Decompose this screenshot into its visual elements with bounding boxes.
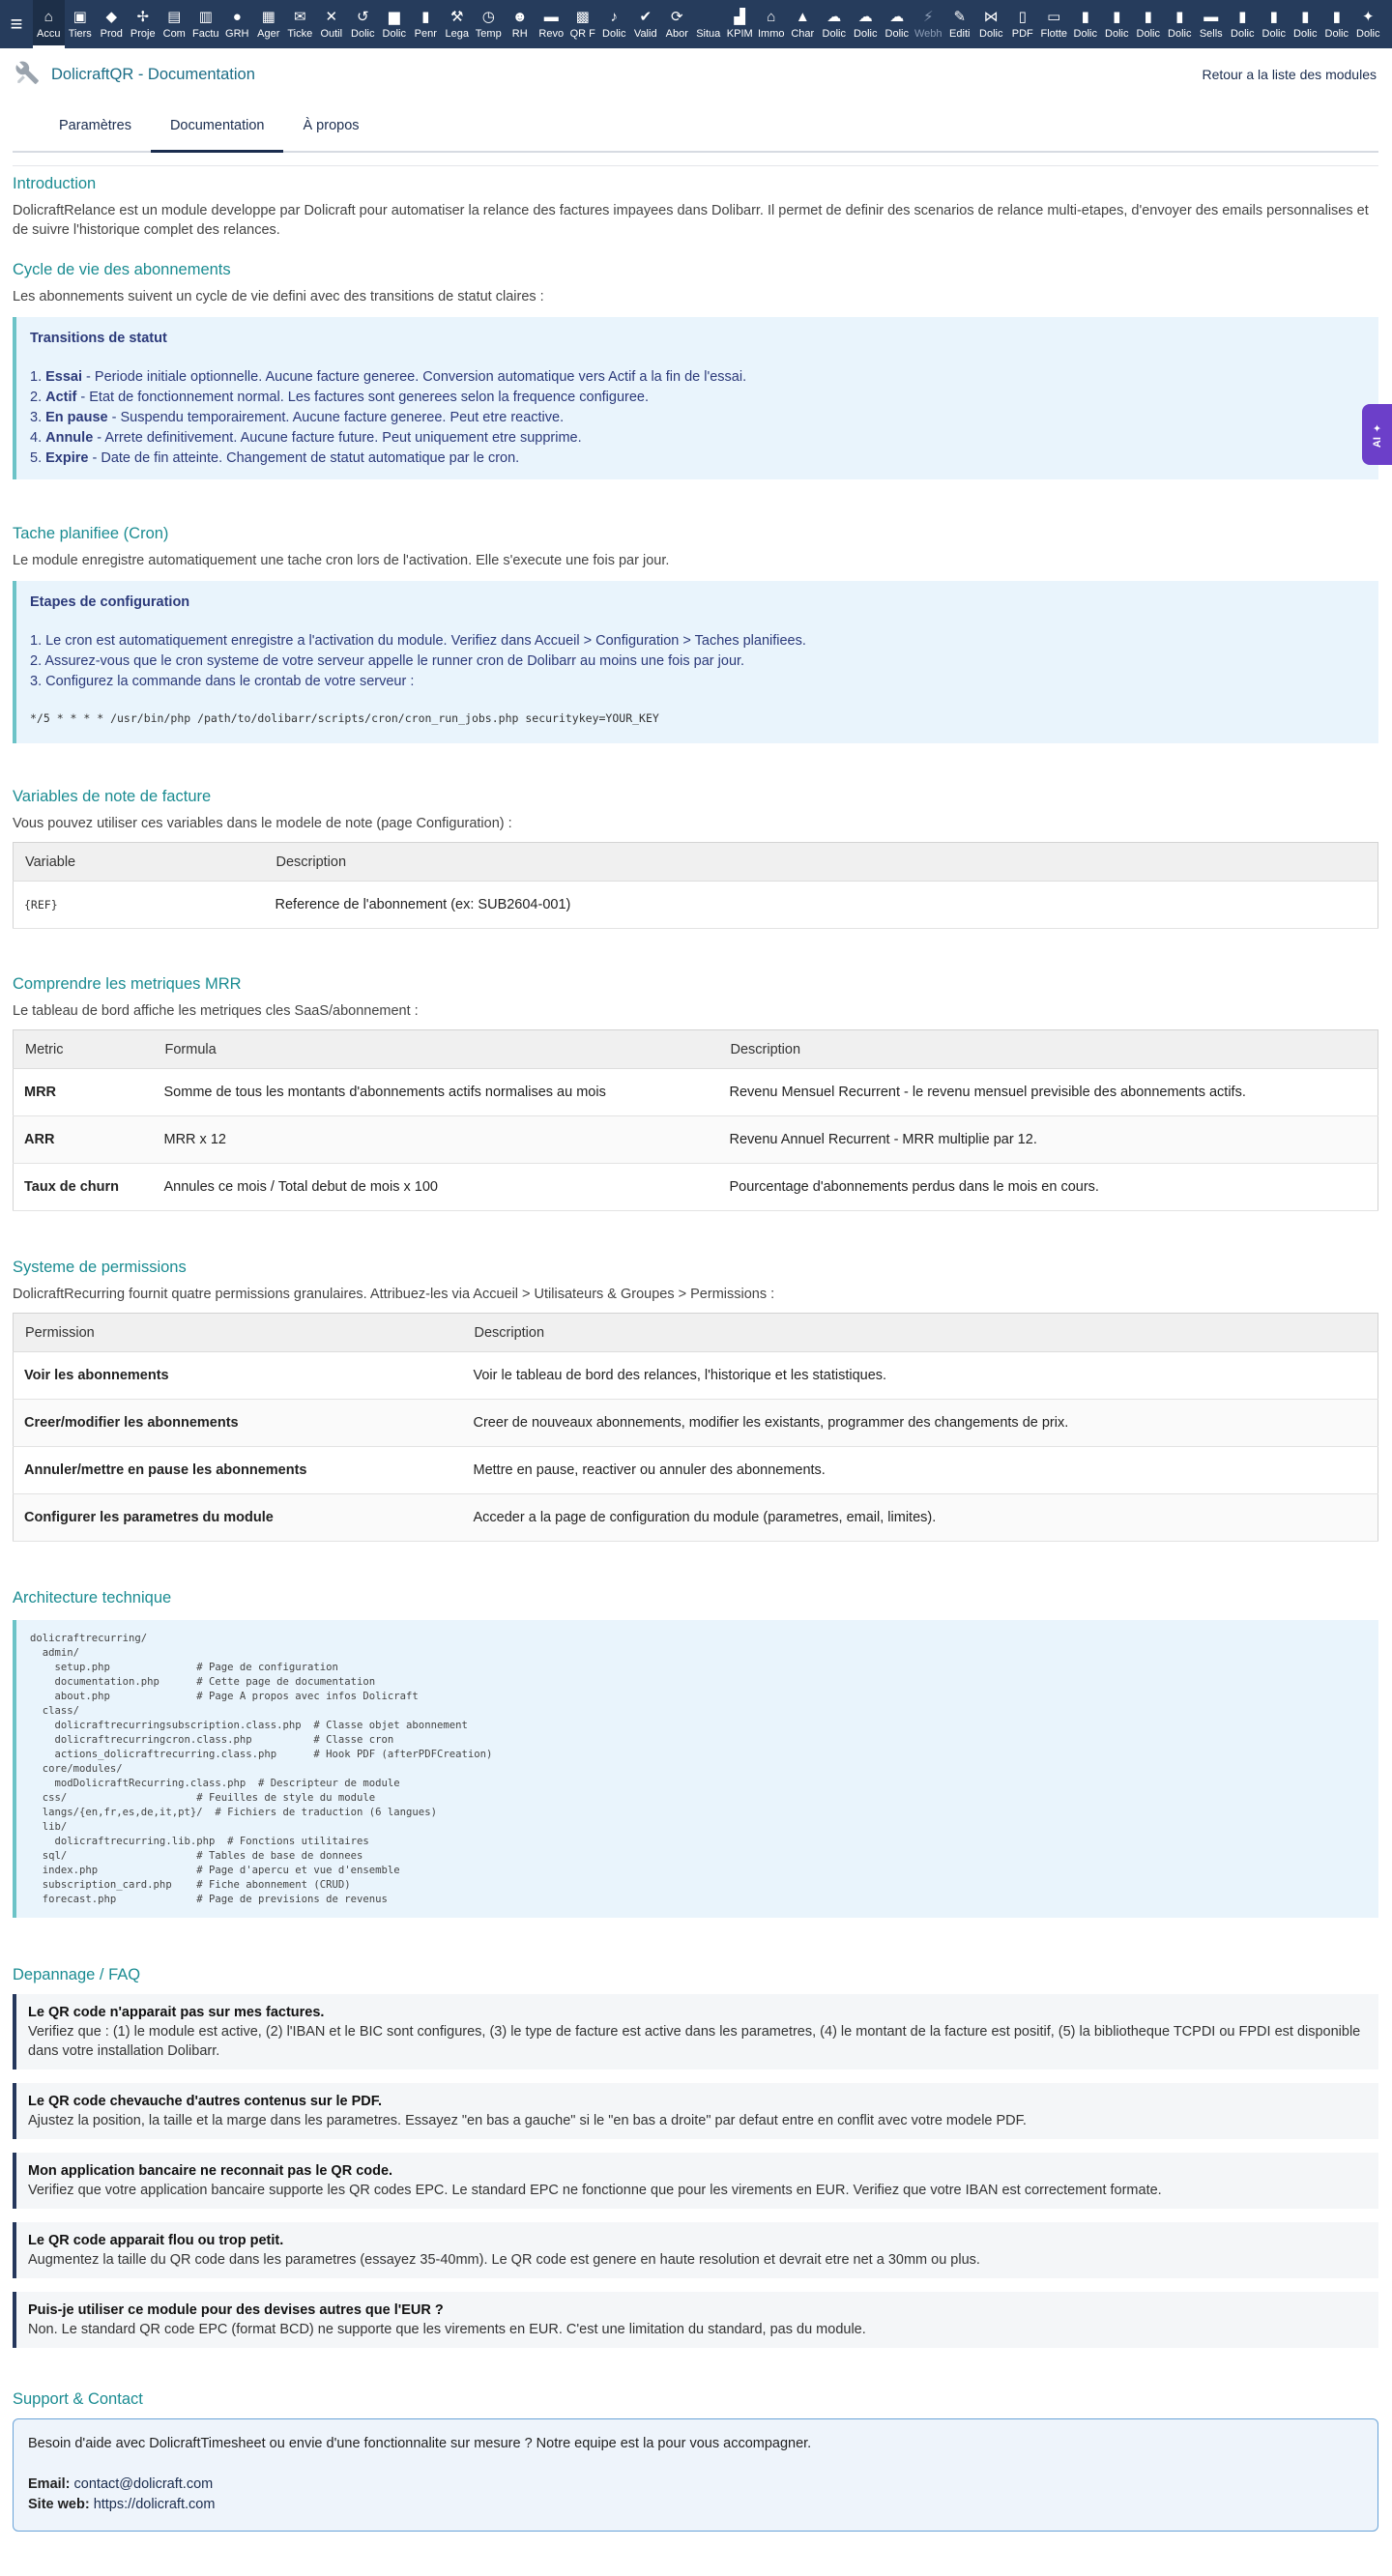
menu-item-situa[interactable] (693, 0, 725, 48)
menu-item-label: Valid (633, 28, 657, 40)
faq-answer: Non. Le standard QR code EPC (format BCD) ne supporte que les virements en EUR. C'est une limitation du standard, pas du module. (28, 2322, 866, 2337)
hamburger-menu-icon[interactable]: ≡ (10, 12, 23, 36)
menu-item-ticke[interactable] (284, 0, 316, 48)
status-term: Actif (45, 390, 77, 405)
section-introduction (13, 175, 1378, 240)
edit-icon: ✎ (953, 8, 967, 25)
transition-item (30, 408, 1365, 428)
menu-item-qr-f[interactable] (567, 0, 599, 48)
tab-parametres[interactable]: Paramètres (59, 118, 131, 133)
metric-cell: MRR (14, 1069, 154, 1116)
site-label: Site web: (28, 2497, 90, 2512)
menu-item-label: Tiers (68, 28, 92, 40)
menu-item-label: Dolic (1293, 28, 1318, 40)
menu-item-label: Ticke (287, 28, 313, 40)
tab-divider (13, 164, 1378, 166)
section-mrr (13, 975, 1378, 1211)
lifecycle-text: Les abonnements suivent un cycle de vie defini avec des transitions de statut claires : (13, 289, 544, 304)
file-icon: ▮ (421, 8, 430, 25)
box-title: Transitions de statut (30, 331, 167, 346)
users-icon: ☻ (511, 8, 528, 25)
column-header: Description (265, 843, 1378, 882)
wrench-icon: ✕ (325, 8, 338, 25)
menu-item-label: Editi (949, 28, 971, 40)
clock-icon: ◷ (481, 8, 495, 25)
transition-item (30, 428, 1365, 449)
bank-icon: ▥ (198, 8, 213, 25)
cron-steps-box (13, 581, 1378, 743)
section-title: Architecture technique (13, 1589, 172, 1606)
menu-item-label: Abor (665, 28, 688, 40)
item-number: 5. (30, 450, 43, 466)
permission-cell: Voir les abonnements (14, 1352, 463, 1400)
table-row (14, 1494, 1378, 1542)
title-bar (13, 48, 1378, 101)
menu-item-temp[interactable] (473, 0, 505, 48)
menu-item-com[interactable] (159, 0, 190, 48)
status-term: En pause (45, 410, 108, 425)
column-header: Metric (14, 1030, 154, 1069)
menu-item-dolic[interactable] (1290, 0, 1321, 48)
section-title: Variables de note de facture (13, 788, 212, 805)
faq-answer: Verifiez que votre application bancaire supporte les QR codes EPC. Le standard EPC ne fonctionne que pour les virements en EUR. Verifiez que votre IBAN est correctement formate. (28, 2183, 1162, 2198)
menu-item-label: Revo (538, 28, 565, 40)
faq-item (13, 2292, 1378, 2348)
formula-cell: Somme de tous les montants d'abonnements actifs normalises au mois (154, 1069, 719, 1116)
column-header: Variable (14, 843, 265, 882)
faq-item (13, 2222, 1378, 2278)
mrr-text: Le tableau de bord affiche les metriques cles SaaS/abonnement : (13, 1003, 419, 1019)
menu-item-label: GRH (225, 28, 249, 40)
section-variables (13, 788, 1378, 929)
menu-item-label: Accu (37, 28, 61, 40)
menu-item-immo[interactable] (756, 0, 788, 48)
metric-cell: ARR (14, 1116, 154, 1164)
cloud-download-icon: ☁ (889, 8, 905, 25)
menu-item-label: Lega (445, 28, 469, 40)
description-cell: Voir le tableau de bord des relances, l'historique et les statistiques. (463, 1352, 1378, 1400)
section-title: Support & Contact (13, 2390, 143, 2408)
home-icon: ⌂ (44, 8, 53, 25)
section-cron (13, 525, 1378, 743)
website-link[interactable]: https://dolicraft.com (93, 2497, 216, 2512)
note-icon: ▮ (1113, 8, 1121, 25)
faq-item (13, 2083, 1378, 2139)
menu-item-label: Dolic (1324, 28, 1348, 40)
blank-icon (699, 8, 718, 25)
description-cell: Mettre en pause, reactiver ou annuler des abonnements. (463, 1447, 1378, 1494)
cron-step: 2. Assurez-vous que le cron systeme de votre serveur appelle le runner cron de Dolibarr au moins une fois par jour. (30, 653, 745, 669)
table-row (14, 1352, 1378, 1400)
item-number: 4. (30, 430, 43, 446)
table-row (14, 1164, 1378, 1211)
menu-item-label: Char (791, 28, 815, 40)
menu-item-label: Penr (414, 28, 437, 40)
cron-step: 1. Le cron est automatiquement enregistre a l'activation du module. Verifiez dans Accueil > Configuration > Taches planifiees. (30, 633, 806, 649)
faq-item (13, 2153, 1378, 2209)
menu-item-dolic[interactable] (1164, 0, 1196, 48)
permission-cell: Annuler/mettre en pause les abonnements (14, 1447, 463, 1494)
section-title: Depannage / FAQ (13, 1966, 141, 1983)
menu-item-label: Dolic (602, 28, 626, 40)
menu-item-webh[interactable] (913, 0, 944, 48)
faq-question: Le QR code apparait flou ou trop petit. (28, 2233, 284, 2248)
column-header: Description (719, 1030, 1378, 1069)
item-number: 2. (30, 390, 43, 405)
menu-item-dolic[interactable] (1227, 0, 1259, 48)
status-transitions-box (13, 317, 1378, 479)
note-icon: ▮ (1238, 8, 1247, 25)
menu-item-label: Temp (475, 28, 502, 40)
suitcase-icon: ▤ (167, 8, 182, 25)
share-icon: ⋈ (983, 8, 999, 25)
menu-item-penr[interactable] (410, 0, 442, 48)
table-row (14, 1447, 1378, 1494)
status-description: - Periode initiale optionnelle. Aucune facture generee. Conversion automatique vers Actif a la fin de l'essai. (82, 369, 747, 385)
status-description: - Etat de fonctionnement normal. Les factures sont generees selon la frequence configuree. (76, 390, 649, 405)
column-header: Description (463, 1314, 1378, 1352)
section-permissions (13, 1259, 1378, 1542)
intro-text: DolicraftRelance est un module developpe par Dolicraft pour automatiser la relance des factures impayees dans Dolibarr. Il permet de definir des scenarios de relance multi-etapes, d'envoyer des emails personnalises et de suivre l'historique complet des relances. (13, 203, 1369, 238)
description-cell: Acceder a la page de configuration du module (parametres, email, limites). (463, 1494, 1378, 1542)
menu-item-label: Dolic (854, 28, 878, 40)
item-number: 1. (30, 369, 43, 385)
architecture-tree: dolicraftrecurring/ admin/ setup.php # Page de configuration documentation.php # Cette page de documentation about.php # Page A propos avec infos Dolicraft class/ dolicraftrecurringsubscription.class.php # Classe objet abonnement dolicraftrecurringcron.class.php # Classe cron actions_dolicraftrecurring.class.php # Hook PDF (afterPDFCreation) core/modules/ modDolicraftRecurring.class.php # Descripteur de module css/ # Feuilles de style du module langs/{en,fr,es,de,it,pt}/ # Fichiers de traduction (6 langues) lib/ dolicraftrecurring.lib.php # Fonctions utilitaires sql/ # Tables de base de donnees index.php # Page d'apercu et vue d'ensemble subscription_card.php # Fiche abonnement (CRUD) forecast.php # Page de previsions de revenus (13, 1620, 1378, 1918)
transition-item (30, 449, 1365, 469)
support-box (13, 2418, 1378, 2532)
status-term: Essai (45, 369, 83, 385)
menu-item-label: Dolic (1073, 28, 1097, 40)
section-architecture (13, 1589, 1378, 1918)
menu-item-label: KPIM (726, 28, 753, 40)
sitemap-icon: ✢ (136, 8, 150, 25)
hard-hat-icon: ▲ (795, 8, 810, 25)
faq-answer: Ajustez la position, la taille et la marge dans les parametres. Essayez "en bas a gauche" si le "en bas a droite" par defaut entre en conflit avec votre modele PDF. (28, 2113, 1027, 2128)
tab-a-propos[interactable]: À propos (303, 118, 360, 133)
menu-item-prod[interactable] (96, 0, 128, 48)
variable-cell: {REF} (14, 882, 265, 929)
page-title: DolicraftQR - Documentation (51, 65, 255, 83)
menu-item-label: Factu (191, 28, 219, 40)
menu-item-dolic[interactable] (1321, 0, 1353, 48)
back-to-modules-link[interactable]: Retour a la liste des modules (1202, 67, 1377, 82)
menu-item-label: Situa (696, 28, 721, 40)
email-link[interactable]: contact@dolicraft.com (73, 2476, 214, 2492)
menu-item-ager[interactable] (253, 0, 285, 48)
ticket-icon: ✉ (293, 8, 306, 25)
table-row (14, 1069, 1378, 1116)
menu-item-revo[interactable] (536, 0, 567, 48)
description-cell: Revenu Mensuel Recurrent - le revenu mensuel previsible des abonnements actifs. (719, 1069, 1378, 1116)
column-header: Formula (154, 1030, 719, 1069)
menu-item-dolic[interactable] (1101, 0, 1133, 48)
status-term: Expire (45, 450, 89, 466)
box-title: Etapes de configuration (30, 594, 190, 610)
description-cell: Reference de l'abonnement (ex: SUB2604-001) (265, 882, 1378, 929)
menu-item-lega[interactable] (442, 0, 474, 48)
section-title: Introduction (13, 175, 97, 192)
note-icon: ▮ (1081, 8, 1089, 25)
section-faq (13, 1966, 1378, 2361)
faq-item (13, 1994, 1378, 2069)
menu-item-dolic[interactable] (1070, 0, 1102, 48)
menu-item-rh[interactable] (505, 0, 536, 48)
faq-question: Puis-je utiliser ce module pour des devises autres que l'EUR ? (28, 2302, 444, 2318)
menu-item-label: Dolic (822, 28, 846, 40)
formula-cell: Annules ce mois / Total debut de mois x 100 (154, 1164, 719, 1211)
note-icon: ▮ (1332, 8, 1341, 25)
copy-icon: ▮ (1175, 8, 1184, 25)
user-tie-icon: ● (232, 8, 242, 25)
variables-text: Vous pouvez utiliser ces variables dans le modele de note (page Configuration) : (13, 816, 512, 831)
menu-item-proje[interactable] (128, 0, 160, 48)
top-menu-bar (0, 0, 1392, 48)
tab-bar (13, 101, 1378, 153)
sync-icon: ⟳ (670, 8, 683, 25)
permissions-table (13, 1313, 1378, 1542)
menu-item-dolic[interactable] (347, 0, 379, 48)
ai-tab-label: AI ✦ (1372, 420, 1383, 449)
faq-list (13, 1994, 1378, 2348)
section-title: Comprendre les metriques MRR (13, 975, 242, 993)
cron-command: */5 * * * * /usr/bin/php /path/to/dolibarr/scripts/cron/cron_run_jobs.php securitykey=YOUR_KEY (30, 711, 659, 725)
table-row (14, 1116, 1378, 1164)
menu-item-label: Dolic (979, 28, 1003, 40)
tools-icon (14, 60, 40, 89)
chart-icon: ▆ (388, 8, 400, 25)
menu-item-label: Ager (257, 28, 280, 40)
menu-item-dolic[interactable] (882, 0, 914, 48)
undo-icon: ↺ (356, 8, 369, 25)
menu-item-dolic[interactable] (1352, 0, 1384, 48)
table-row (14, 1400, 1378, 1447)
status-term: Annule (45, 430, 94, 446)
menu-item-label: Dolic (382, 28, 406, 40)
faq-question: Le QR code n'apparait pas sur mes factures. (28, 2005, 325, 2020)
menu-item-label: RH (511, 28, 528, 40)
menu-item-label: PDF (1011, 28, 1033, 40)
support-text: Besoin d'aide avec DolicraftTimesheet ou envie d'une fonctionnalite sur mesure ? Notre equipe est la pour vous accompagner. (28, 2436, 812, 2451)
faq-question: Le QR code chevauche d'autres contenus sur le PDF. (28, 2094, 383, 2109)
check-double-icon: ✔ (639, 8, 652, 25)
permission-cell: Configurer les parametres du module (14, 1494, 463, 1542)
magic-wand-icon: ✦ (1361, 8, 1375, 25)
mrr-table (13, 1029, 1378, 1211)
menu-item-label: Dolic (1105, 28, 1129, 40)
cron-step: 3. Configurez la commande dans le crontab de votre serveur : (30, 674, 415, 689)
menu-item-dolic[interactable] (850, 0, 882, 48)
transition-item (30, 367, 1365, 388)
item-number: 3. (30, 410, 43, 425)
menu-item-pdf[interactable] (1007, 0, 1039, 48)
ai-assistant-tab[interactable] (1362, 404, 1392, 465)
cloud-icon: ☁ (826, 8, 842, 25)
transitions-list (30, 367, 1365, 469)
building-icon: ▣ (72, 8, 87, 25)
email-label: Email: (28, 2476, 71, 2492)
menu-item-label: Sells (1199, 28, 1223, 40)
house-icon: ⌂ (767, 8, 776, 25)
menu-item-label: Prod (100, 28, 123, 40)
cloud-upload-icon: ☁ (857, 8, 873, 25)
metric-cell: Taux de churn (14, 1164, 154, 1211)
cube-icon: ◆ (105, 8, 118, 25)
permission-cell: Creer/modifier les abonnements (14, 1400, 463, 1447)
menu-item-abor[interactable] (661, 0, 693, 48)
table-row (14, 882, 1378, 929)
plug-icon: ⚡ (922, 8, 934, 25)
permissions-text: DolicraftRecurring fournit quatre permissions granulaires. Attribuez-les via Accueil > Utilisateurs & Groupes > Permissions : (13, 1287, 775, 1302)
section-title: Tache planifiee (Cron) (13, 525, 169, 542)
page-header (13, 48, 1378, 166)
section-title: Systeme de permissions (13, 1259, 187, 1276)
menu-item-grh[interactable] (221, 0, 253, 48)
section-support (13, 2390, 1378, 2532)
menu-item-dolic[interactable] (1133, 0, 1165, 48)
formula-cell: MRR x 12 (154, 1116, 719, 1164)
handshake-icon: ▬ (543, 8, 559, 25)
menu-item-factu[interactable] (190, 0, 222, 48)
menu-item-kpim[interactable] (724, 0, 756, 48)
faq-answer: Augmentez la taille du QR code dans les parametres (essayez 35-40mm). Le QR code est genere en haute resolution et devrait etre net a 30mm ou plus. (28, 2252, 980, 2268)
column-header: Permission (14, 1314, 463, 1352)
menu-item-label: Immo (758, 28, 785, 40)
bar-chart-icon: ▟ (734, 8, 746, 25)
menu-item-valid[interactable] (630, 0, 662, 48)
menu-item-label: Dolic (1262, 28, 1286, 40)
tab-documentation[interactable]: Documentation (151, 101, 284, 153)
qrcode-icon: ▩ (575, 8, 590, 25)
description-cell: Creer de nouveaux abonnements, modifier les existants, programmer des changements de prix. (463, 1400, 1378, 1447)
calendar-icon: ▦ (261, 8, 276, 25)
menu-item-outil[interactable] (316, 0, 348, 48)
status-description: - Date de fin atteinte. Changement de statut automatique par le cron. (88, 450, 520, 466)
menu-item-label: Dolic (351, 28, 375, 40)
menu-item-label: Webh (914, 28, 942, 40)
section-lifecycle (13, 261, 1378, 479)
menu-item-label: Dolic (1356, 28, 1380, 40)
menu-item-label: Dolic (884, 28, 909, 40)
menu-item-label: Dolic (1231, 28, 1255, 40)
bell-icon: ♪ (610, 8, 618, 25)
faq-question: Mon application bancaire ne reconnait pas le QR code. (28, 2163, 393, 2179)
description-cell: Revenu Annuel Recurrent - MRR multiplie par 12. (719, 1116, 1378, 1164)
menu-item-dolic[interactable] (379, 0, 411, 48)
main-menu (33, 0, 1384, 48)
menu-item-dolic[interactable] (1259, 0, 1290, 48)
file-pdf-icon: ▯ (1018, 8, 1027, 25)
menu-item-tiers[interactable] (65, 0, 97, 48)
description-cell: Pourcentage d'abonnements perdus dans le mois en cours. (719, 1164, 1378, 1211)
menu-item-flotte[interactable] (1038, 0, 1070, 48)
menu-item-dolic[interactable] (819, 0, 851, 48)
note-icon: ▮ (1301, 8, 1310, 25)
note-icon: ▮ (1144, 8, 1152, 25)
variables-table (13, 842, 1378, 929)
status-description: - Arrete definitivement. Aucune facture future. Peut uniquement etre supprime. (93, 430, 582, 446)
transition-item (30, 388, 1365, 408)
menu-item-label: Proje (130, 28, 156, 40)
menu-item-sells[interactable] (1196, 0, 1228, 48)
menu-item-label: Dolic (1136, 28, 1160, 40)
menu-item-label: Flotte (1040, 28, 1067, 40)
menu-item-char[interactable] (787, 0, 819, 48)
menu-item-dolic[interactable] (975, 0, 1007, 48)
gavel-icon: ⚒ (450, 8, 464, 25)
menu-item-label: Dolic (1168, 28, 1192, 40)
truck-icon: ▬ (1204, 8, 1219, 25)
menu-item-editi[interactable] (944, 0, 976, 48)
car-icon: ▭ (1047, 8, 1061, 25)
note-icon: ▮ (1269, 8, 1278, 25)
menu-item-label: Com (162, 28, 186, 40)
faq-answer: Verifiez que : (1) le module est active, (2) l'IBAN et le BIC sont configures, (3) le type de facture est active dans les parametres, (4) le montant de la facture est positif, (5) la bibliotheque TCPDI ou FPDI est disponible dans votre installation Dolibarr. (28, 2024, 1361, 2059)
menu-item-dolic[interactable] (598, 0, 630, 48)
status-description: - Suspendu temporairement. Aucune facture generee. Peut etre reactive. (107, 410, 565, 425)
section-title: Cycle de vie des abonnements (13, 261, 231, 278)
cron-text: Le module enregistre automatiquement une tache cron lors de l'activation. Elle s'execute une fois par jour. (13, 553, 670, 568)
menu-item-label: QR F (569, 28, 595, 40)
menu-item-label: Outil (320, 28, 343, 40)
menu-item-accu[interactable] (33, 0, 65, 48)
